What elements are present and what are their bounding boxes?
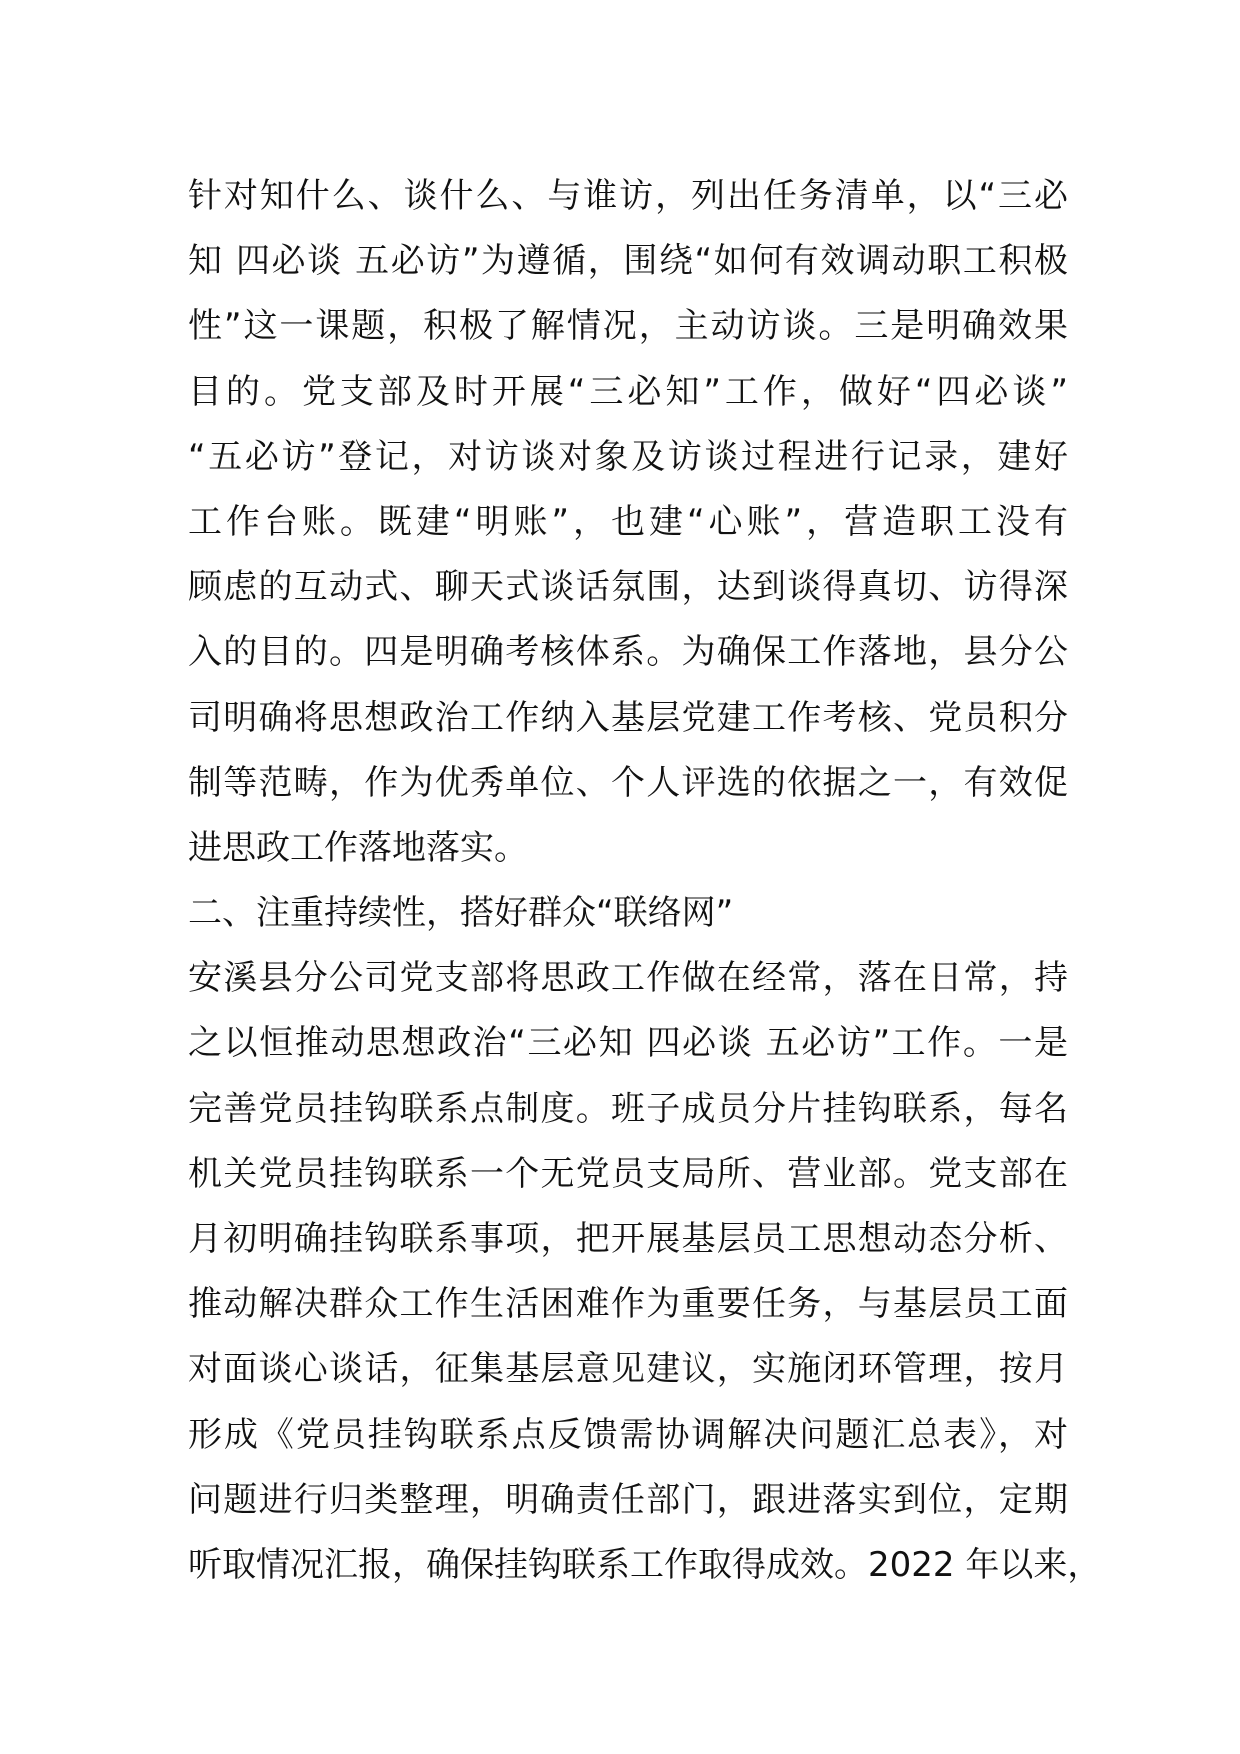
text-line: 机关党员挂钩联系一个无党员支局所、营业部。党支部在 [188, 1153, 1068, 1194]
text-line: 性”这一课题，积极了解情况，主动访谈。三是明确效果 [188, 306, 1068, 347]
text-line: 推动解决群众工作生活困难作为重要任务，与基层员工面 [188, 1284, 1068, 1325]
text-line: 司明确将思想政治工作纳入基层党建工作考核、党员积分 [188, 697, 1068, 738]
text-line: 顾虑的互动式、聊天式谈话氛围，达到谈得真切、访得深 [188, 567, 1068, 608]
text-line: 制等范畴，作为优秀单位、个人评选的依据之一，有效促 [188, 762, 1068, 803]
text-line: 问题进行归类整理，明确责任部门，跟进落实到位，定期 [188, 1479, 1068, 1520]
text-line: 针对知什么、谈什么、与谁访，列出任务清单，以“三必 [188, 176, 1068, 216]
text-line: 月初明确挂钩联系事项，把开展基层员工思想动态分析、 [188, 1219, 1068, 1259]
text-line: “五必访”登记，对访谈对象及访谈过程进行记录，建好 [188, 436, 1068, 477]
text-line: 对面谈心谈话，征集基层意见建议，实施闭环管理，按月 [188, 1349, 1068, 1390]
text-line: 听取情况汇报，确保挂钩联系工作取得成效。2022 年以来， [188, 1544, 1102, 1585]
text-line: 知 四必谈 五必访”为遵循，围绕“如何有效调动职工积极 [188, 241, 1068, 282]
text-line: 工作台账。既建“明账”，也建“心账”，营造职工没有 [188, 501, 1068, 542]
text-line: 目的。党支部及时开展“三必知”工作，做好“四必谈” [188, 371, 1068, 412]
text-line: 安溪县分公司党支部将思政工作做在经常，落在日常，持 [188, 958, 1068, 999]
paragraph-end-line: 进思政工作落地落实。 [188, 827, 528, 868]
section-heading: 二、注重持续性，搭好群众“联络网” [188, 893, 734, 934]
body-text [188, 164, 1102, 1598]
text-line: 入的目的。四是明确考核体系。为确保工作落地，县分公 [188, 632, 1068, 673]
text-line: 完善党员挂钩联系点制度。班子成员分片挂钩联系，每名 [188, 1088, 1068, 1129]
text-line: 之以恒推动思想政治“三必知 四必谈 五必访”工作。一是 [188, 1023, 1068, 1064]
text-line: 形成《党员挂钩联系点反馈需协调解决问题汇总表》，对 [188, 1414, 1068, 1455]
